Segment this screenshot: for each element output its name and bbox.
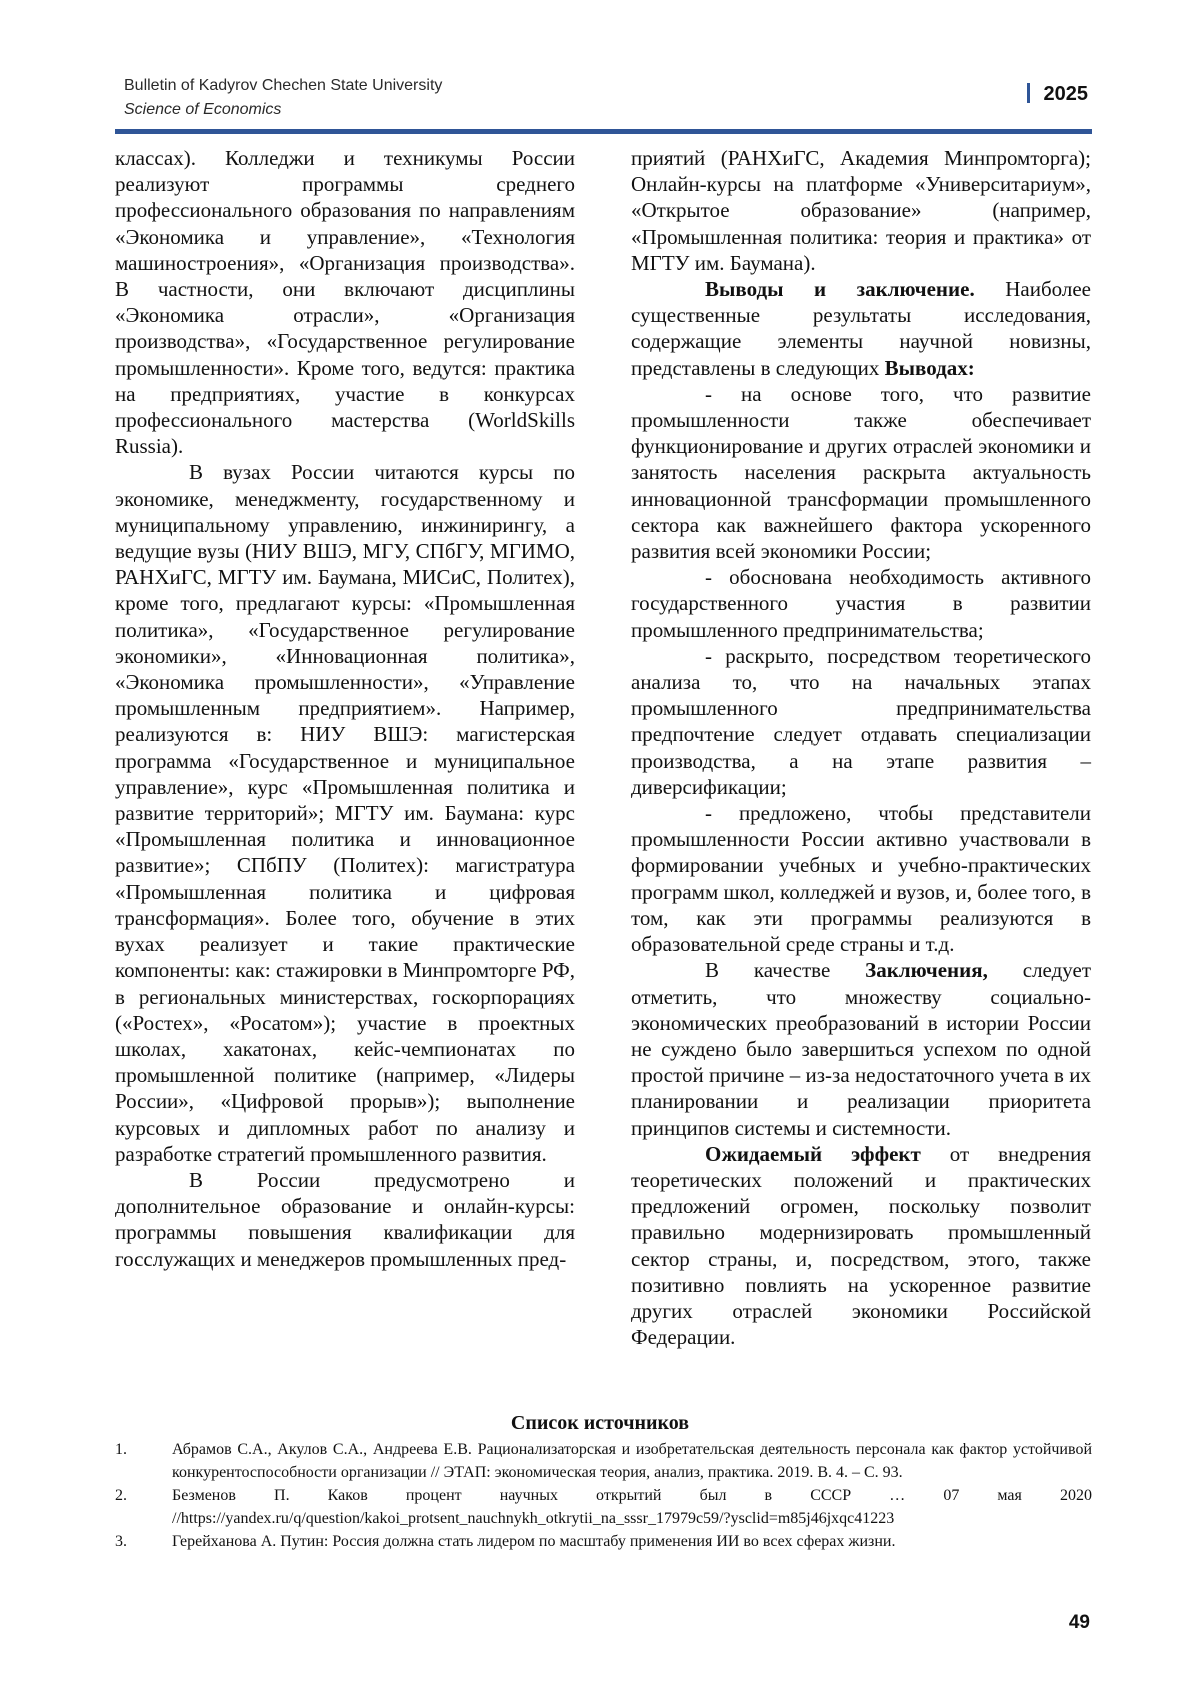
issue-year — [1027, 83, 1089, 106]
references-title: Список источников — [510, 1412, 690, 1434]
paragraph: В вузах России читаются курсы по экономике, менеджменту, государственному и муниципальному управлению, инжинирингу, а ведущие вузы (НИУ ВШЭ, МГУ, СПбГУ, МГИМО, РАНХиГС, МГТУ им. Баумана, МИСиС, Политех), кроме того, предлагают курсы: «Промышленная политика», «Государственное регулирование экономики», «Инновационная политика», «Экономика промышленности», «Управление промышленным предприятием». Например, реализуются в: НИУ ВШЭ: магистерская программа «Государственное и муниципальное управление», курс «Промышленная политика и развитие территорий»; МГТУ им. Баумана: курс «Промышленная политика и инновационное развитие»; СПбПУ (Политех): магистратура «Промышленная политика и цифровая трансформация». Более того, обучение в этих вухах реализует и такие практические компоненты: как: стажировки в Минпромторге РФ, в региональных министерствах, госкорпорациях («Ростех», «Росатом»); участие в проектных школах, хакатонах, кейс-чемпионатах по промышленной политике (например, «Лидеры России», «Цифровой прорыв»); выполнение курсовых и дипломных работ по анализу и разработке стратегий промышленного развития. — [115, 460, 575, 1166]
right-column — [631, 145, 1091, 1350]
header-rule — [115, 129, 1092, 134]
conclusion-paragraph — [631, 957, 1091, 1140]
finding-item: - раскрыто, посредством теоретического анализа то, что на начальных этапах промышленного предпринимательства предпочтение следует отдавать специализации производства, а на этапе развития – диверсификации; — [631, 643, 1091, 799]
reference-item — [115, 1438, 1092, 1484]
reference-text: Безменов П. Каков процент научных открытий был в СССР … 07 мая 2020 //https://yandex.ru/q/question/kakoi_protsent_nauchnykh_otkrytii_na_sssr_17979c59/?ysclid=m85j46jxqc41223 — [172, 1487, 1092, 1527]
finding-item: - на основе того, что развитие промышленности также обеспечивает функционирование и других отраслей экономики и занятость населения раскрыта актуальность инновационной трансформации промышленного сектора как важнейшего фактора ускоренного развития всей экономики России; — [631, 381, 1091, 564]
reference-item — [115, 1530, 1092, 1553]
reference-item — [115, 1484, 1092, 1530]
reference-number: 3. — [115, 1533, 127, 1550]
paragraph: В России предусмотрено и дополнительное образование и онлайн-курсы: программы повышения квалификации для госслужащих и менеджеров промышленных пред- — [115, 1167, 575, 1271]
journal-header — [124, 74, 442, 122]
paragraph: классах). Колледжи и техникумы России реализуют программы среднего профессионального образования по направлениям «Экономика и управление», «Технология машиностроения», «Организация производства». В частности, они включают дисциплины «Экономика отрасли», «Организация производства», «Государственное регулирование промышленности». Кроме того, ведутся: практика на предприятиях, участие в конкурсах профессионального мастерства (WorldSkills Russia). — [115, 146, 575, 459]
finding-item: - обоснована необходимость активного государственного участия в развитии промышленного предпринимательства; — [631, 565, 1091, 642]
page-number: 49 — [1068, 1612, 1090, 1633]
conclusions-heading: Выводы и заключение. — [705, 277, 975, 302]
conclusions-intro — [631, 276, 1091, 381]
conclusions-text: Наиболее существенные результаты исследования, содержащие элементы научной новизны, представлены в следующих — [631, 277, 1091, 380]
finding-item: - предложено, чтобы представители промышленности России активно участвовали в формировании учебных и учебно-практических программ школ, колледжей и вузов, и, более того, в том, как эти программы реализуются в образовательной среде страны и т.д. — [631, 801, 1091, 957]
effect-paragraph — [631, 1141, 1091, 1351]
conclusion-text-b: следует отметить, что множеству социально-экономических преобразований в истории России не суждено было завершиться успехом по одной простой причине – из-за недостаточного учета в их планировании и реализации приоритета принципов системы и системности. — [631, 958, 1092, 1140]
paragraph: приятий (РАНХиГС, Академия Минпромторга); Онлайн-курсы на платформе «Университариум», «Открытое образование» (например, «Промышленная политика: теория и практика» от МГТУ им. Баумана). — [631, 146, 1091, 275]
reference-number: 1. — [115, 1441, 127, 1458]
references-list — [115, 1438, 1092, 1553]
journal-section: Science of Economics — [124, 101, 282, 118]
year-text: 2025 — [1043, 83, 1088, 105]
reference-text: Герейханова А. Путин: Россия должна стать лидером по масштабу применения ИИ во всех сферах жизни. — [172, 1533, 896, 1550]
conclusion-text-a: В качестве — [705, 958, 866, 983]
effect-text: от внедрения теоретических положений и практических предложений огромен, поскольку позволит правильно модернизировать промышленный сектор страны, и, посредством, этого, также позитивно повлиять на ускоренное развитие других отраслей экономики Российской Федерации. — [631, 1141, 1091, 1350]
findings-label: Выводах: — [884, 355, 975, 380]
year-divider — [1027, 83, 1030, 103]
left-column — [115, 145, 575, 1272]
effect-label: Ожидаемый эффект — [705, 1141, 921, 1166]
reference-number: 2. — [115, 1487, 127, 1504]
journal-title: Bulletin of Kadyrov Chechen State University — [124, 77, 443, 94]
reference-text: Абрамов С.А., Акулов С.А., Андреева Е.В. Рационализаторская и изобретательская деятельность персонала как фактор устойчивой конкурентоспособности организации // ЭТАП: экономическая теория, анализ, практика. 2019. В. 4. – С. 93. — [172, 1441, 1092, 1481]
conclusion-label: Заключения, — [865, 958, 988, 983]
